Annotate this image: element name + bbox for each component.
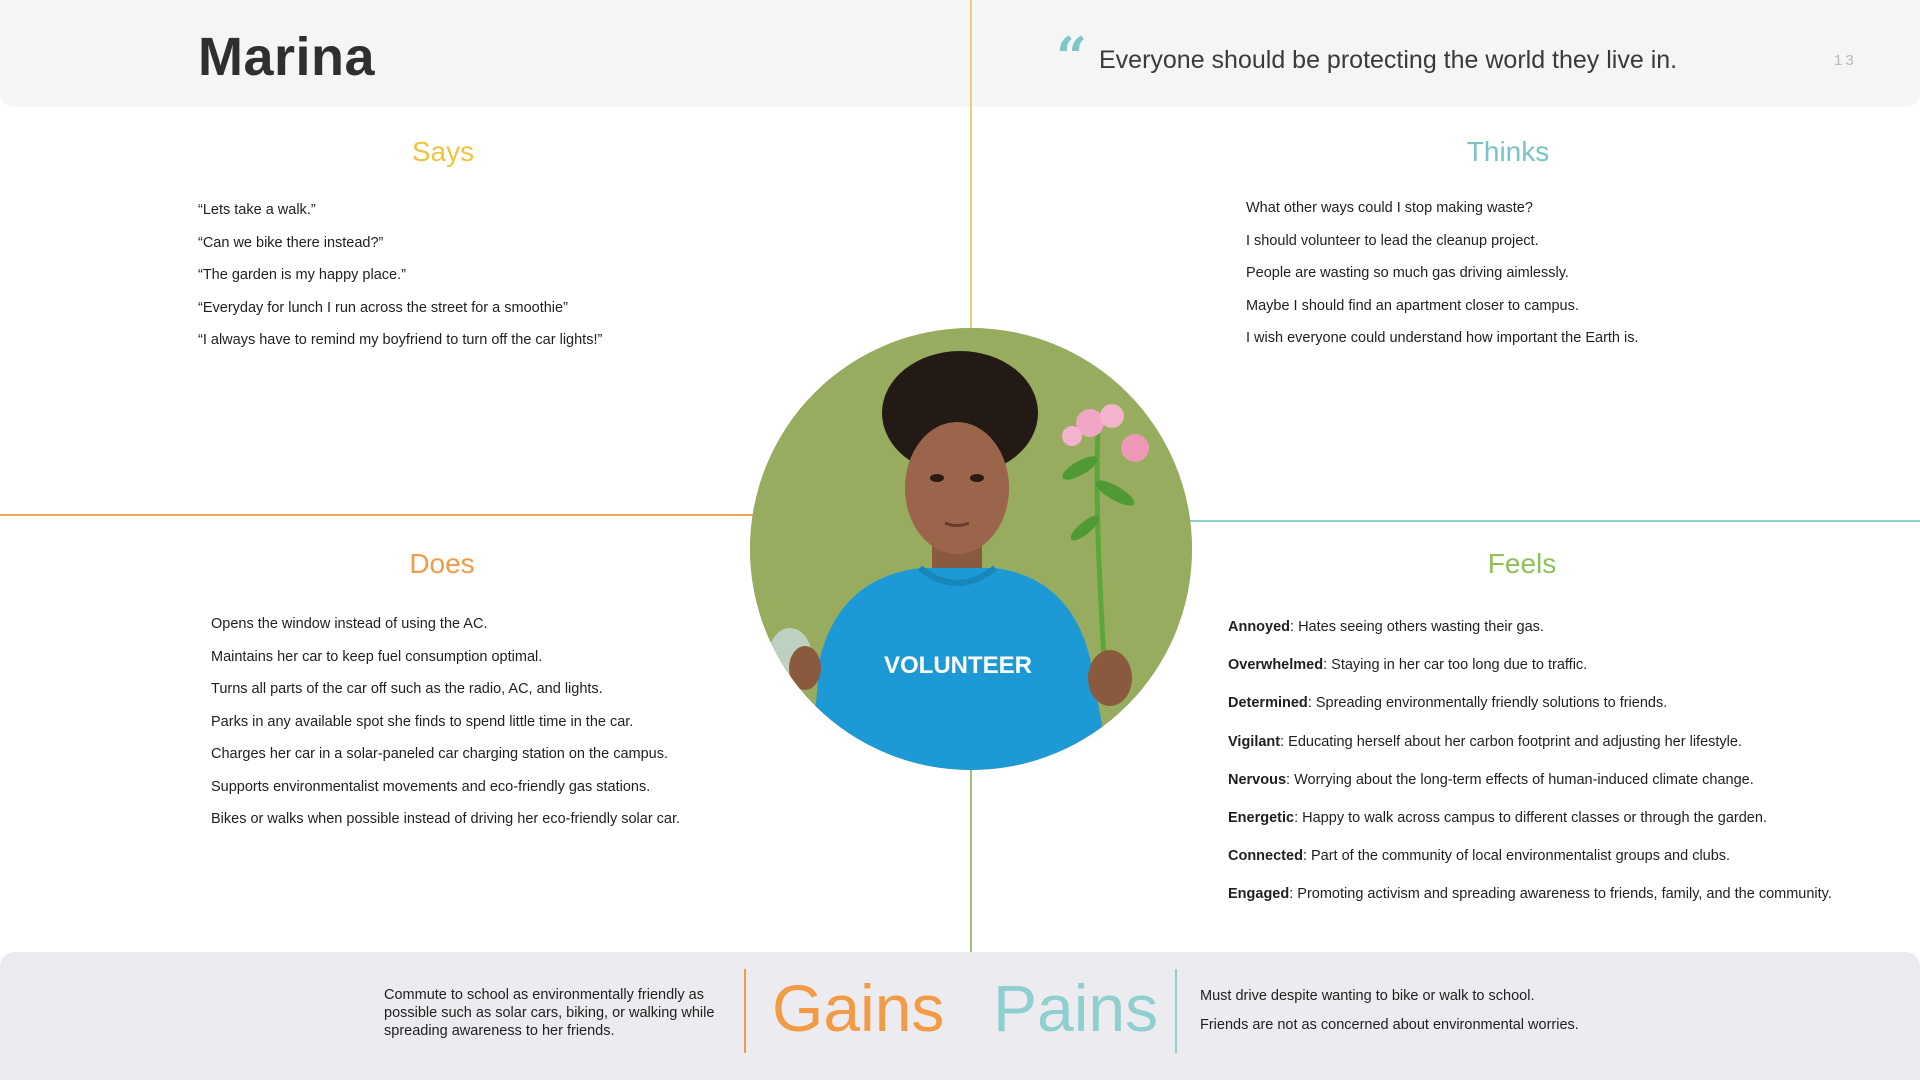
feels-item	[1228, 734, 1832, 772]
does-title: Does	[409, 548, 475, 579]
pains-item: Friends are not as concerned about environmental worries.	[1200, 1017, 1579, 1033]
page-number: 13	[1834, 52, 1857, 69]
gains-text: Commute to school as environmentally friendly as possible such as solar cars, biking, or walking while spreading awareness to her friends.	[384, 987, 715, 1039]
does-item: Opens the window instead of using the AC.	[211, 616, 488, 632]
divider-vertical-top	[970, 0, 972, 330]
thinks-item: What other ways could I stop making waste?	[1246, 200, 1533, 216]
says-item: “Lets take a walk.”	[198, 202, 316, 218]
quote-mark-icon: “	[1056, 25, 1088, 89]
footer-band	[0, 952, 1920, 1080]
does-item: Parks in any available spot she finds to spend little time in the car.	[211, 713, 634, 730]
feels-text: : Worrying about the long-term effects of human-induced climate change.	[1286, 771, 1754, 788]
gains-label: Gains	[772, 971, 945, 1045]
says-item: “Everyday for lunch I run across the street for a smoothie”	[198, 299, 568, 316]
gains-divider	[744, 969, 746, 1053]
feels-item	[1228, 772, 1832, 810]
feels-term: Nervous	[1228, 771, 1287, 788]
feels-list	[1228, 619, 1832, 925]
does-item: Charges her car in a solar-paneled car charging station on the campus.	[211, 746, 669, 762]
does-item: Maintains her car to keep fuel consumption optimal.	[211, 648, 543, 665]
says-item: “The garden is my happy place.”	[198, 267, 406, 283]
persona-quote: Everyone should be protecting the world they live in.	[1099, 46, 1678, 74]
thinks-item: I should volunteer to lead the cleanup project.	[1246, 232, 1539, 249]
shirt-text: VOLUNTEER	[883, 652, 1033, 679]
does-item: Turns all parts of the car off such as the radio, AC, and lights.	[211, 681, 603, 697]
says-list	[198, 202, 602, 365]
divider-horizontal-right	[1188, 520, 1920, 522]
feels-text: : Spreading environmentally friendly solutions to friends.	[1307, 695, 1668, 712]
feels-item	[1228, 695, 1832, 733]
feels-item	[1228, 810, 1832, 848]
feels-term: Overwhelmed	[1228, 657, 1324, 674]
feels-term: Engaged	[1228, 886, 1290, 903]
feels-item	[1228, 657, 1832, 695]
feels-item	[1228, 848, 1832, 886]
pains-list	[1200, 988, 1579, 1046]
feels-text: : Happy to walk across campus to different classes or through the garden.	[1294, 809, 1767, 826]
divider-horizontal-left	[0, 514, 755, 516]
says-item: “I always have to remind my boyfriend to turn off the car lights!”	[198, 332, 603, 348]
feels-term: Connected	[1228, 848, 1303, 865]
portrait-illustration	[750, 328, 1192, 770]
thinks-item: I wish everyone could understand how important the Earth is.	[1246, 330, 1639, 346]
thinks-item: Maybe I should find an apartment closer to campus.	[1246, 297, 1579, 314]
feels-term: Annoyed	[1228, 619, 1291, 635]
feels-term: Determined	[1228, 695, 1308, 712]
says-item: “Can we bike there instead?”	[198, 234, 384, 251]
feels-text: : Staying in her car too long due to traffic.	[1323, 657, 1588, 674]
does-item: Supports environmentalist movements and eco-friendly gas stations.	[211, 778, 651, 795]
thinks-list	[1246, 200, 1639, 363]
feels-text: : Hates seeing others wasting their gas.	[1290, 619, 1544, 635]
pains-label: Pains	[993, 971, 1159, 1045]
feels-item	[1228, 619, 1832, 657]
feels-text: : Promoting activism and spreading awareness to friends, family, and the community.	[1289, 886, 1832, 903]
feels-text: : Educating herself about her carbon footprint and adjusting her lifestyle.	[1280, 733, 1742, 750]
persona-name: Marina	[198, 27, 376, 87]
thinks-item: People are wasting so much gas driving aimlessly.	[1246, 265, 1569, 281]
pains-divider	[1175, 969, 1177, 1053]
thinks-title: Thinks	[1466, 136, 1550, 167]
persona-portrait	[750, 328, 1192, 770]
feels-title: Feels	[1487, 548, 1557, 579]
feels-term: Vigilant	[1228, 733, 1281, 750]
says-title: Says	[411, 136, 475, 167]
does-list	[211, 616, 680, 844]
feels-item	[1228, 886, 1832, 924]
feels-term: Energetic	[1228, 809, 1295, 826]
feels-text: : Part of the community of local environmentalist groups and clubs.	[1302, 848, 1731, 865]
pains-item: Must drive despite wanting to bike or walk to school.	[1200, 988, 1535, 1004]
does-item: Bikes or walks when possible instead of driving her eco-friendly solar car.	[211, 811, 681, 827]
